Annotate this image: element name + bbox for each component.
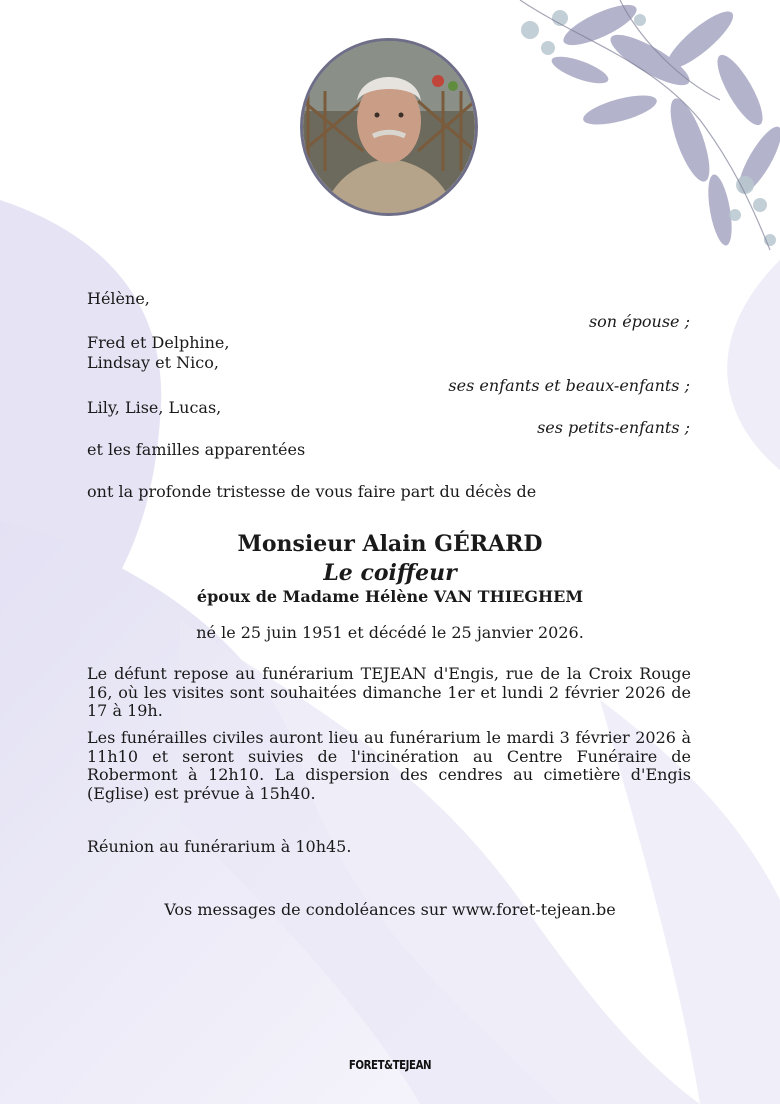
spouse-of: époux de Madame Hélène VAN THIEGHEM bbox=[196, 587, 584, 606]
children-line1: Fred et Delphine, bbox=[87, 333, 230, 352]
children-role: ses enfants et beaux-enfants ; bbox=[448, 376, 690, 395]
funeral-home-logo: FORET&TEJEAN bbox=[348, 1058, 432, 1072]
funeral-info: Les funérailles civiles auront lieu au funérarium le mardi 3 février 2026 à 11h10 et seront suivies de l'incinération au Centre Funéraire de Robermont à 12h10. La dispersion des cendres au cimetière d'Engis (Eglise) est prévue à 15h40. bbox=[87, 728, 691, 803]
portrait-photo bbox=[300, 38, 478, 216]
spouse-role: son épouse ; bbox=[588, 312, 690, 331]
spouse-name: Hélène, bbox=[87, 289, 150, 308]
grandchildren: Lily, Lise, Lucas, bbox=[87, 398, 222, 417]
leaf-decoration bbox=[549, 0, 780, 247]
birth-death-dates: né le 25 juin 1951 et décédé le 25 janvier 2026. bbox=[196, 623, 584, 642]
deceased-nickname: Le coiffeur bbox=[323, 560, 457, 586]
announcement: ont la profonde tristesse de vous faire part du décès de bbox=[87, 482, 537, 501]
visitation-info: Le défunt repose au funérarium TEJEAN d'Engis, rue de la Croix Rouge 16, où les visites sont souhaitées dimanche 1er et lundi 2 février 2026 de 17 à 19h. bbox=[87, 664, 691, 720]
meeting-info: Réunion au funérarium à 10h45. bbox=[87, 837, 352, 856]
children-line2: Lindsay et Nico, bbox=[87, 353, 219, 372]
relatives: et les familles apparentées bbox=[87, 440, 306, 459]
condolences-link: Vos messages de condoléances sur www.foret-tejean.be bbox=[164, 900, 616, 919]
grandchildren-role: ses petits-enfants ; bbox=[537, 418, 690, 437]
deceased-name: Monsieur Alain GÉRARD bbox=[237, 531, 543, 557]
